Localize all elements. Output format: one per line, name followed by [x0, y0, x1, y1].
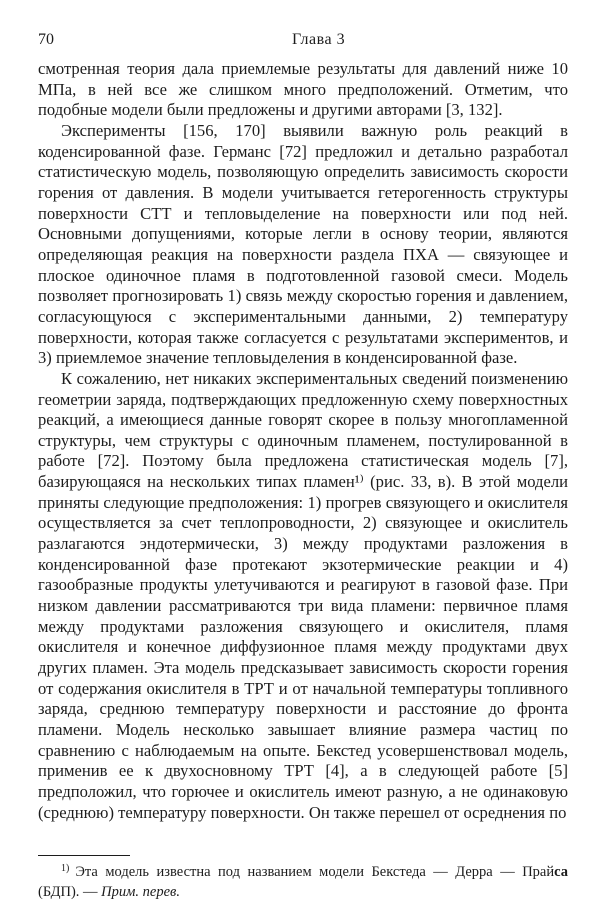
footnote-text-bold: са — [554, 864, 568, 880]
footnote-marker: 1) — [61, 863, 70, 874]
footnote-divider — [38, 855, 130, 856]
paragraph-continued: смотренная теория дала приемлемые результаты для давлений ниже 10 МПа, в ней все же слишком много предположений. Отметим, что подобные модели были предложены и другими авторами [3, 132]. — [38, 59, 568, 120]
footnote-translator-note: Прим. перев. — [101, 884, 180, 900]
page-number: 70 — [38, 31, 54, 48]
footnote-text-abbrev: (БДП). — — [38, 884, 102, 900]
footnote-text: Эта модель известна под названием модели Бекстеда — Дерра — Прай — [75, 864, 555, 880]
footnote — [38, 859, 568, 902]
body-text — [38, 59, 568, 823]
paragraph-statistical-model: К сожалению, нет никаких экспериментальных сведений поизменению геометрии заряда, подтверждающих предложенную схему поверхностных реакций, а имеющиеся данные говорят скорее в пользу многопламенной структуры, чем структуры с одиночным пламенем, постулированной в работе [72]. Поэтому была предложена статистическая модель [7], базирующаяся на нескольких типах пламен¹⁾ (рис. 33, в). В этой модели приняты следующие предположения: 1) прогрев связующего и окислителя осуществляется за счет теплопроводности, 2) связующее и окислитель разлагаются эндотермически, 3) между продуктами разложения в конденсированной фазе протекают экзотермические реакции и 4) газообразные продукты улетучиваются и реагируют в газовой фазе. При низком давлении рассматриваются три вида пламени: первичное пламя между продуктами разложения связующего и окислителя, пламя окислителя и конечное диффузионное пламя между продуктами двух других пламен. Эта модель предсказывает зависимость скорости горения от содержания окислителя в ТРТ и от начальной температуры топливного заряда, среднюю температуру поверхности и расстояние до фронта пламени. Модель несколько завышает влияние размера частиц по сравнению с наблюдаемым на опыте. Бекстед усовершенствовал модель, применив ее к двухосновному ТРТ [4], а в следующей работе [5] предположил, что горючее и окислитель имеют разную, а не одинаковую (среднюю) температуру поверхности. Он также перешел от осреднения по — [38, 368, 568, 822]
chapter-title: Глава 3 — [292, 31, 346, 48]
paragraph-germans-model: Эксперименты [156, 170] выявили важную роль реакций в коденсированной фазе. Германс [72] предложил и детально разработал статистическую модель, позволяющую определить зависимость скорости горения от давления. В модели учитывается гетерогенность структуры поверхности СТТ и тепловыделение на поверхности или под ней. Основными допущениями, которые легли в основу теории, являются определяющая реакция на поверхности раздела ПХА — связующее и плоское одиночное пламя в подготовленной газовой смеси. Модель позволяет прогнозировать 1) связь между скоростью горения и давлением, согласующуюся с экспериментальными данными, 2) температуру поверхности, которая также согласуется с результатами экспериментов, и 3) приемлемое значение тепловыделения в конденсированной фазе. — [38, 120, 568, 368]
running-head — [38, 31, 568, 51]
